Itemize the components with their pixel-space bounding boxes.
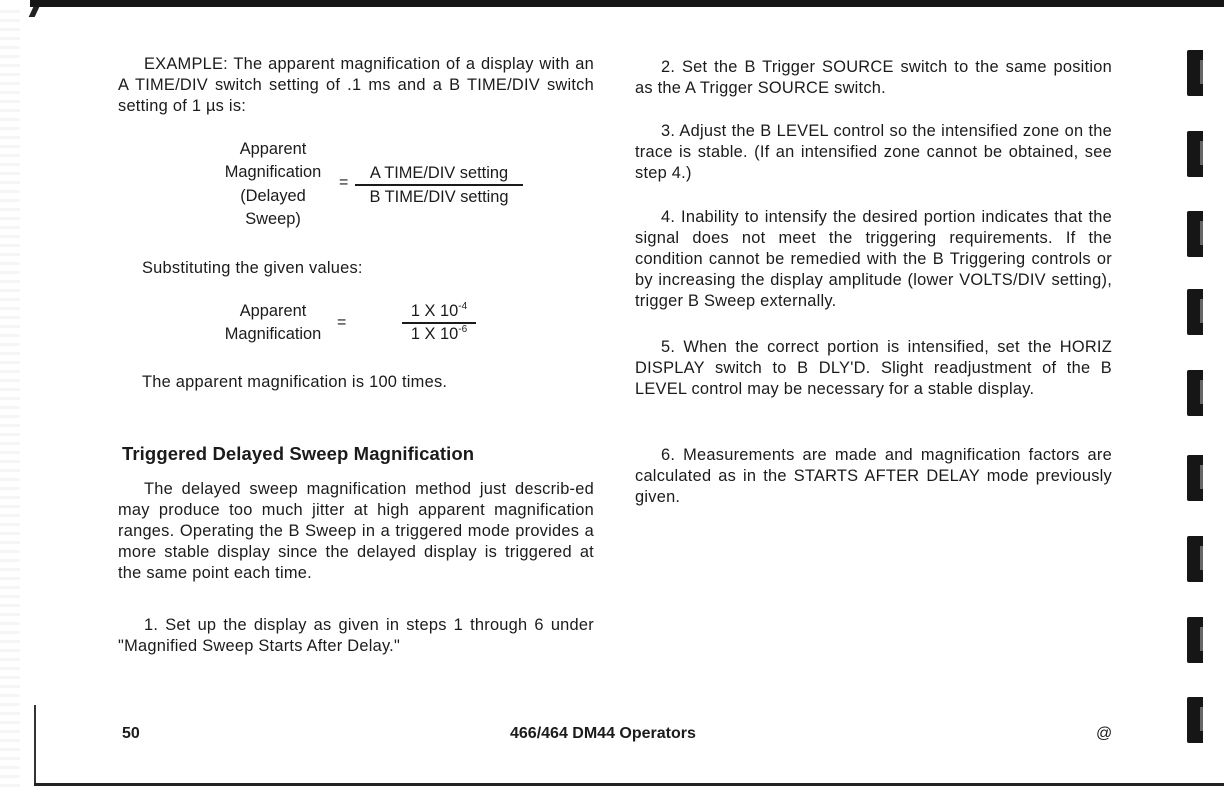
bottom-border-rule [34, 783, 1224, 786]
section-paragraph [118, 479, 594, 584]
formula-label-line: Apparent [239, 140, 307, 158]
example-text: EXAMPLE: The apparent magnification of a display with an A TIME/DIV switch setting of .1 ms and a B TIME/DIV switch setting of 1 µs is: [118, 55, 594, 115]
index-tab-mark [1187, 370, 1203, 416]
denominator-exponent: -6 [458, 324, 468, 335]
step-5 [635, 337, 1112, 400]
step-2-text: 2. Set the B Trigger SOURCE switch to the same position as the A Trigger SOURCE switch. [635, 58, 1112, 97]
formula-label-line: Magnification [224, 325, 322, 343]
formula-equals: = [339, 174, 349, 191]
index-tab-mark [1187, 617, 1203, 663]
formula-denominator: B TIME/DIV setting [369, 188, 509, 206]
step-5-text: 5. When the correct portion is intensified, set the HORIZ DISPLAY switch to B DLY'D. Slight readjustment of the B LEVEL control may be necessary for a stable display. [635, 338, 1112, 398]
denominator-base: 1 X 10 [410, 325, 459, 343]
index-tab-mark [1187, 536, 1203, 582]
formula-equals: = [337, 314, 347, 331]
numerator-base: 1 X 10 [410, 302, 459, 320]
step-1 [118, 615, 594, 657]
index-tab-mark [1187, 211, 1203, 257]
formula-denominator [402, 323, 476, 346]
step-3 [635, 121, 1112, 184]
formula-label-line: Magnification [224, 163, 322, 181]
index-tab-mark [1187, 697, 1203, 743]
formula-label-line: (Delayed [240, 187, 306, 205]
manual-title: 466/464 DM44 Operators [510, 725, 696, 742]
example-paragraph [118, 54, 594, 117]
formula-label-line: Sweep) [245, 210, 301, 228]
step-3-text: 3. Adjust the B LEVEL control so the intensified zone on the trace is stable. (If an intensified zone cannot be obtained, see step 4.) [635, 122, 1112, 182]
index-tab-mark [1187, 455, 1203, 501]
index-tab-mark [1187, 131, 1203, 177]
scan-speck [29, 7, 40, 17]
substituting-line [142, 258, 602, 279]
scan-edge-grain [0, 10, 20, 791]
section-heading: Triggered Delayed Sweep Magnification [122, 443, 475, 464]
section-paragraph-text: The delayed sweep magnification method just describ-ed may produce too much jitter at high apparent magnification ranges. Operating the B Sweep in a triggered mode provides a more stable display since the delayed display is triggered at the same point each time. [118, 480, 594, 582]
top-border-rule [30, 0, 1224, 7]
formula-numerator [402, 300, 476, 323]
index-tab-mark [1187, 50, 1203, 96]
result-text: The apparent magnification is 100 times. [142, 373, 448, 391]
formula-numerator: A TIME/DIV setting [369, 164, 509, 182]
step-2 [635, 57, 1112, 99]
substituting-text: Substituting the given values: [142, 259, 363, 277]
formula-label-line: Apparent [239, 302, 307, 320]
page-number: 50 [122, 725, 140, 742]
step-4-text: 4. Inability to intensify the desired portion indicates that the signal does not meet the triggering requirements. If the condition cannot be remedied with the B Triggering controls or by increasing the display amplitude (lower VOLTS/DIV setting), trigger B Sweep externally. [635, 208, 1112, 310]
step-6-text: 6. Measurements are made and magnification factors are calculated as in the STARTS AFTER DELAY mode previously given. [635, 446, 1112, 506]
step-4 [635, 207, 1112, 312]
left-margin-line [34, 705, 36, 785]
result-line [142, 372, 602, 393]
step-1-text: 1. Set up the display as given in steps 1 through 6 under "Magnified Sweep Starts After Delay." [118, 616, 594, 655]
numerator-exponent: -4 [458, 301, 468, 312]
step-6 [635, 445, 1112, 508]
index-tab-mark [1187, 289, 1203, 335]
footer-mark: @ [1096, 725, 1113, 742]
